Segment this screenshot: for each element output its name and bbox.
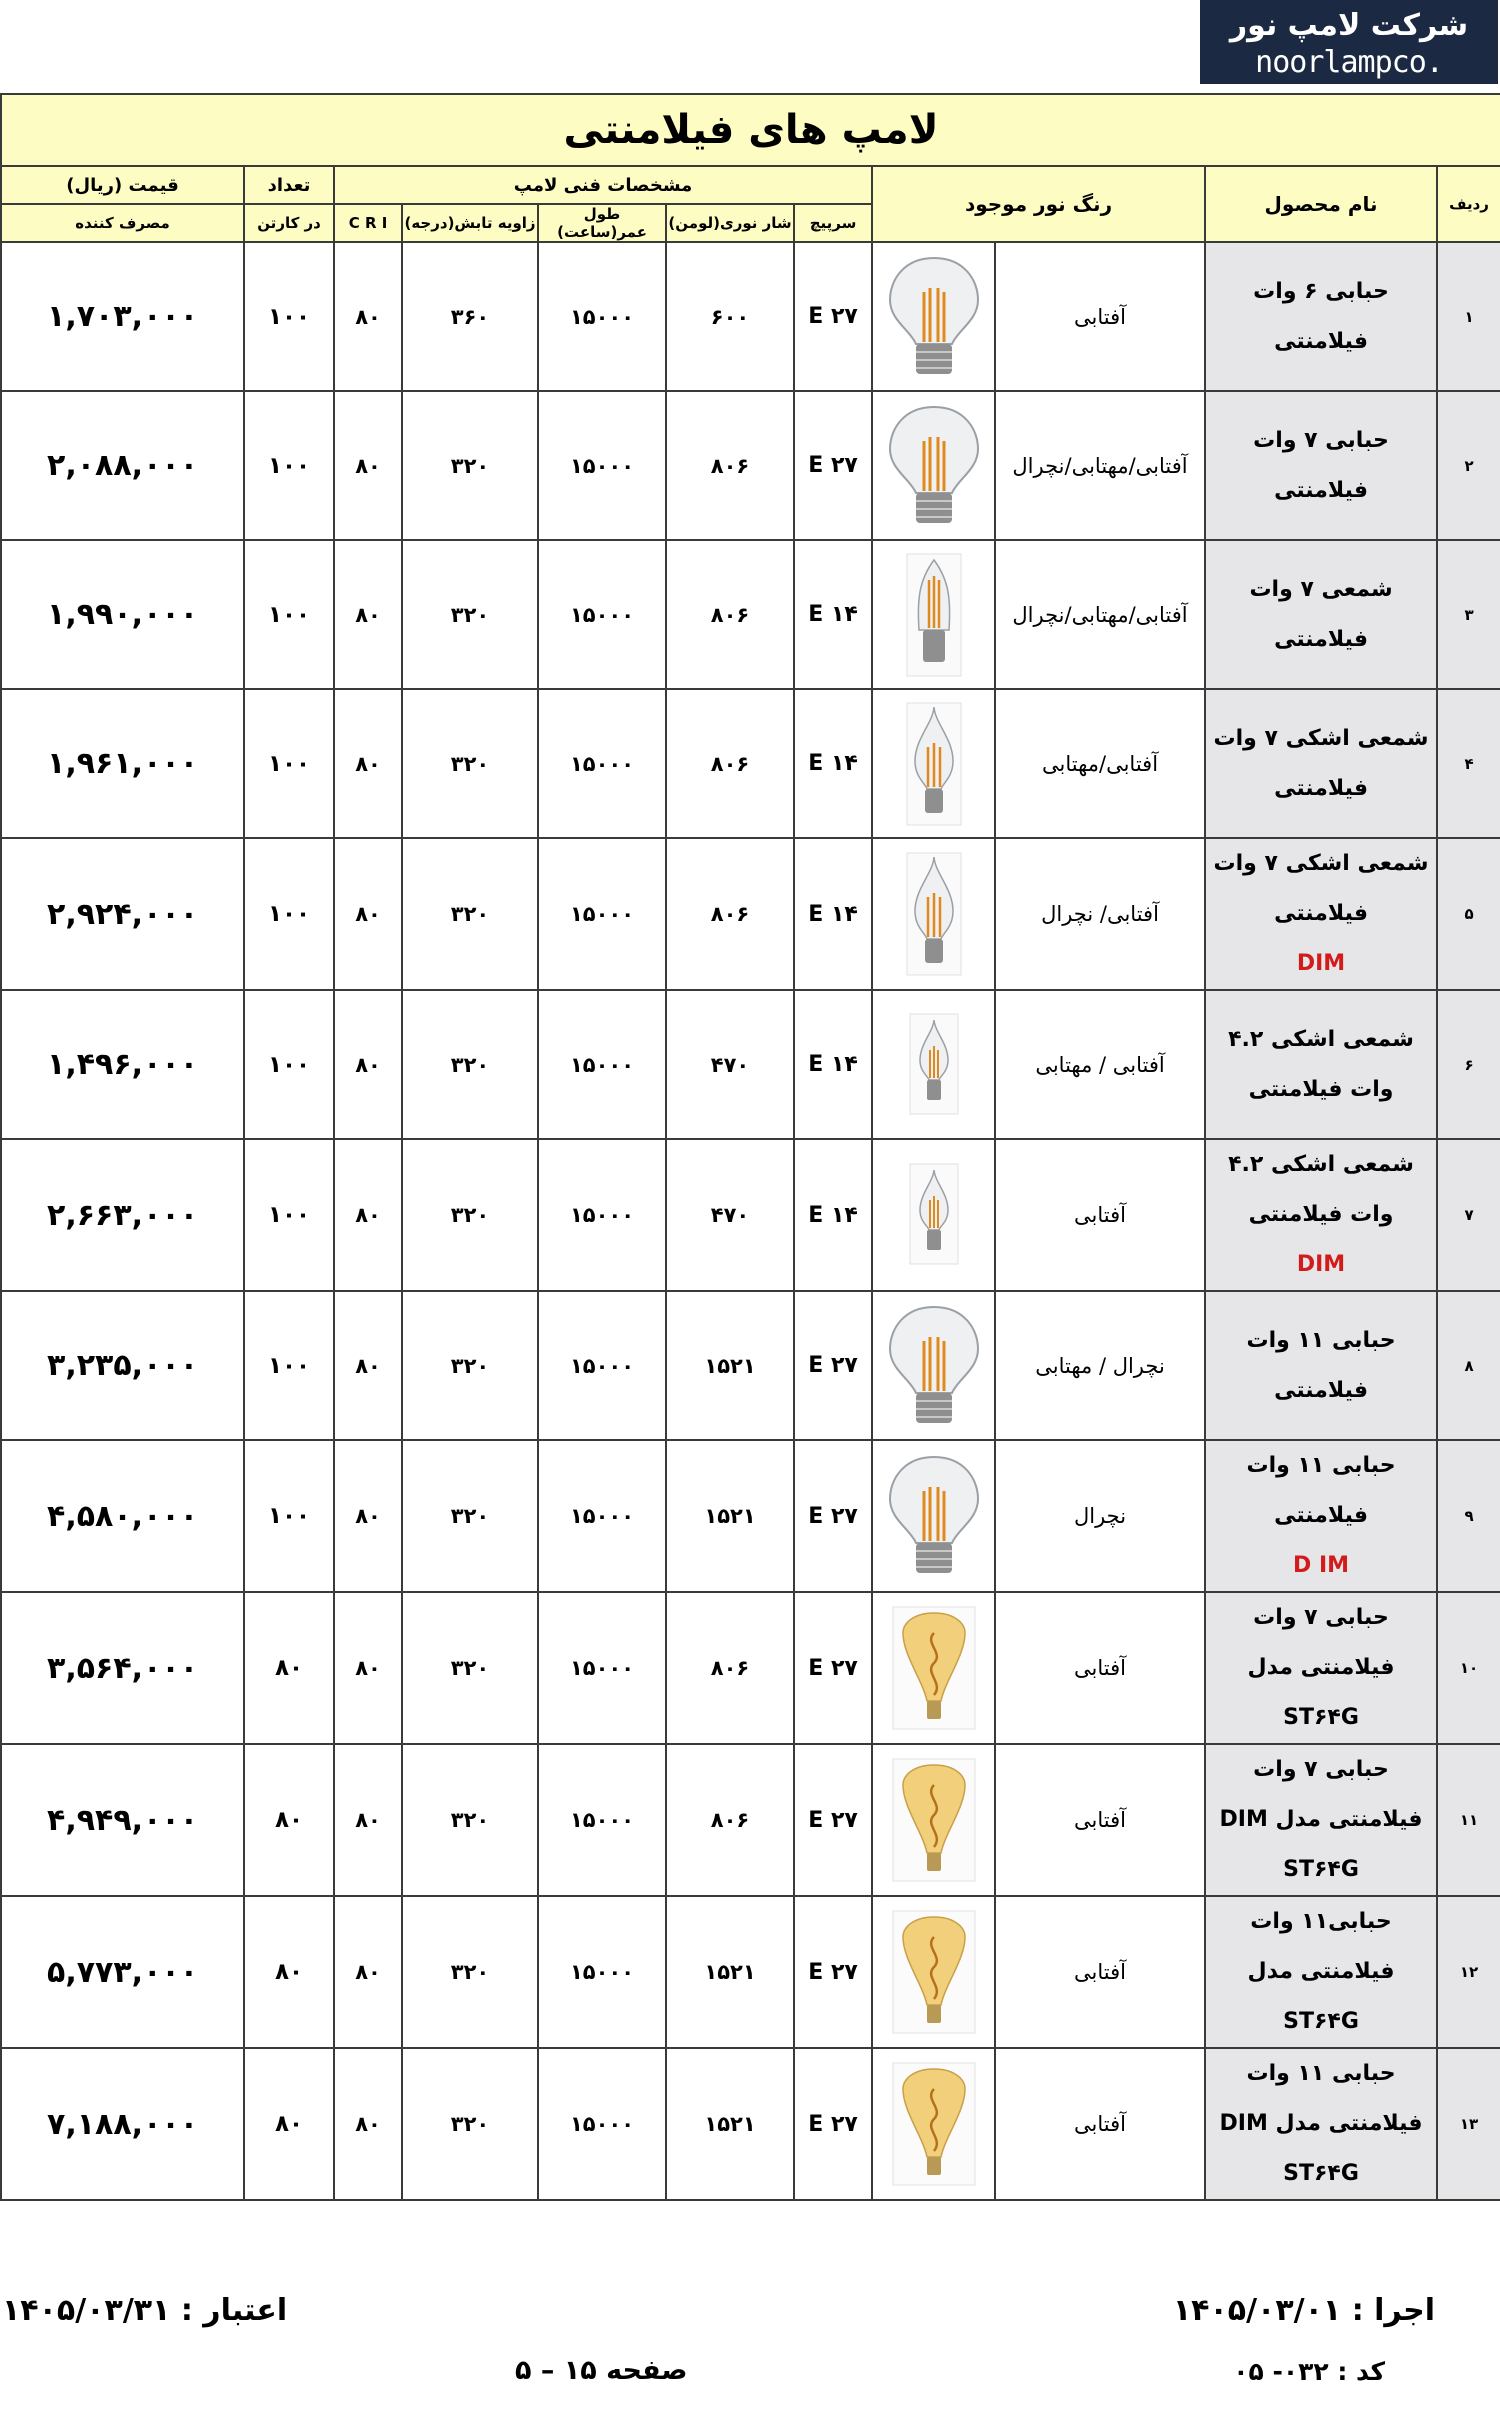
carton-quantity: ۸۰	[244, 1896, 334, 2048]
validity-date: اعتبار : ۱۴۰۵/۰۳/۳۱	[2, 2293, 288, 2328]
product-name	[1205, 1592, 1437, 1744]
beam-angle: ۳۲۰	[402, 1592, 538, 1744]
carton-quantity: ۱۰۰	[244, 391, 334, 540]
socket-base: E ۱۴	[794, 540, 872, 689]
consumer-price: ۱,۹۹۰,۰۰۰	[1, 540, 244, 689]
product-row	[1, 689, 1500, 838]
lifetime-hours: ۱۵۰۰۰	[538, 1139, 666, 1291]
light-color: نچرال / مهتابی	[995, 1291, 1205, 1440]
header-life: طول عمر(ساعت)	[538, 204, 666, 242]
luminous-flux: ۸۰۶	[666, 1744, 794, 1896]
beam-angle: ۳۲۰	[402, 2048, 538, 2200]
light-color: نچرال	[995, 1440, 1205, 1592]
cri-value: ۸۰	[334, 1139, 402, 1291]
price-table	[0, 93, 1500, 2201]
cri-value: ۸۰	[334, 242, 402, 391]
lifetime-hours: ۱۵۰۰۰	[538, 990, 666, 1139]
product-name-text: شمعی اشکی ۴.۲ وات فیلامنتی	[1228, 1026, 1414, 1102]
company-logo	[1200, 0, 1498, 84]
cri-value: ۸۰	[334, 990, 402, 1139]
light-color: آفتابی / مهتابی	[995, 990, 1205, 1139]
carton-quantity: ۱۰۰	[244, 1291, 334, 1440]
carton-quantity: ۱۰۰	[244, 242, 334, 391]
page-number: صفحه ۱۵ – ۵	[515, 2355, 688, 2386]
product-image	[872, 391, 995, 540]
luminous-flux: ۱۵۲۱	[666, 1440, 794, 1592]
header-quantity-sub: در کارتن	[244, 204, 334, 242]
luminous-flux: ۴۷۰	[666, 990, 794, 1139]
beam-angle: ۳۲۰	[402, 1291, 538, 1440]
product-name	[1205, 1744, 1437, 1896]
cri-value: ۸۰	[334, 1744, 402, 1896]
carton-quantity: ۸۰	[244, 2048, 334, 2200]
socket-base: E ۲۷	[794, 1592, 872, 1744]
product-image	[872, 838, 995, 990]
socket-base: E ۲۷	[794, 2048, 872, 2200]
luminous-flux: ۴۷۰	[666, 1139, 794, 1291]
luminous-flux: ۶۰۰	[666, 242, 794, 391]
beam-angle: ۳۲۰	[402, 990, 538, 1139]
product-name-text: حبابی ۱۱ وات فیلامنتی	[1246, 1453, 1396, 1528]
lamp-image-icon	[873, 1160, 994, 1270]
lifetime-hours: ۱۵۰۰۰	[538, 540, 666, 689]
product-image	[872, 1592, 995, 1744]
product-image	[872, 1139, 995, 1291]
consumer-price: ۴,۹۴۹,۰۰۰	[1, 1744, 244, 1896]
light-color: آفتابی	[995, 1744, 1205, 1896]
beam-angle: ۳۲۰	[402, 540, 538, 689]
header-lumen: شار نوری(لومن)	[666, 204, 794, 242]
socket-base: E ۲۷	[794, 391, 872, 540]
lamp-image-icon	[873, 1301, 994, 1431]
lamp-image-icon	[873, 1603, 994, 1733]
luminous-flux: ۱۵۲۱	[666, 1291, 794, 1440]
lamp-image-icon	[873, 699, 994, 829]
socket-base: E ۲۷	[794, 1291, 872, 1440]
product-row	[1, 1139, 1500, 1291]
consumer-price: ۲,۹۲۴,۰۰۰	[1, 838, 244, 990]
header-base: سرپیچ	[794, 204, 872, 242]
page-title: لامپ های فیلامنتی	[1, 94, 1500, 166]
socket-base: E ۲۷	[794, 242, 872, 391]
product-image	[872, 2048, 995, 2200]
lifetime-hours: ۱۵۰۰۰	[538, 391, 666, 540]
header-quantity: تعداد	[244, 166, 334, 204]
luminous-flux: ۸۰۶	[666, 540, 794, 689]
row-number: ۳	[1437, 540, 1500, 689]
luminous-flux: ۱۵۲۱	[666, 1896, 794, 2048]
consumer-price: ۳,۲۳۵,۰۰۰	[1, 1291, 244, 1440]
consumer-price: ۳,۵۶۴,۰۰۰	[1, 1592, 244, 1744]
light-color: آفتابی	[995, 242, 1205, 391]
beam-angle: ۳۲۰	[402, 391, 538, 540]
header-row-number: ردیف	[1437, 166, 1500, 242]
carton-quantity: ۸۰	[244, 1592, 334, 1744]
lifetime-hours: ۱۵۰۰۰	[538, 1592, 666, 1744]
lamp-image-icon	[873, 849, 994, 979]
header-price: قیمت (ریال)	[1, 166, 244, 204]
lamp-image-icon	[873, 1755, 994, 1885]
carton-quantity: ۱۰۰	[244, 689, 334, 838]
consumer-price: ۱,۴۹۶,۰۰۰	[1, 990, 244, 1139]
carton-quantity: ۱۰۰	[244, 540, 334, 689]
beam-angle: ۳۲۰	[402, 1440, 538, 1592]
product-image	[872, 242, 995, 391]
product-name	[1205, 540, 1437, 689]
lifetime-hours: ۱۵۰۰۰	[538, 1896, 666, 2048]
row-number: ۶	[1437, 990, 1500, 1139]
carton-quantity: ۱۰۰	[244, 990, 334, 1139]
product-name-text: حبابی ۱۱ وات فیلامنتی	[1246, 1327, 1396, 1403]
lifetime-hours: ۱۵۰۰۰	[538, 838, 666, 990]
carton-quantity: ۱۰۰	[244, 1139, 334, 1291]
socket-base: E ۱۴	[794, 689, 872, 838]
socket-base: E ۲۷	[794, 1744, 872, 1896]
carton-quantity: ۸۰	[244, 1744, 334, 1896]
socket-base: E ۱۴	[794, 990, 872, 1139]
beam-angle: ۳۲۰	[402, 1139, 538, 1291]
lamp-image-icon	[873, 1907, 994, 2037]
row-number: ۸	[1437, 1291, 1500, 1440]
cri-value: ۸۰	[334, 1291, 402, 1440]
product-name-text: شمعی ۷ وات فیلامنتی	[1249, 576, 1393, 652]
lifetime-hours: ۱۵۰۰۰	[538, 1744, 666, 1896]
product-name	[1205, 990, 1437, 1139]
product-name	[1205, 838, 1437, 990]
product-image	[872, 990, 995, 1139]
light-color: آفتابی/ نچرال	[995, 838, 1205, 990]
product-row	[1, 838, 1500, 990]
product-name	[1205, 1896, 1437, 2048]
product-row	[1, 1440, 1500, 1592]
light-color: آفتابی	[995, 1896, 1205, 2048]
product-name	[1205, 391, 1437, 540]
product-name	[1205, 1440, 1437, 1592]
product-name-text: حبابی ۷ وات فیلامنتی	[1253, 427, 1389, 503]
consumer-price: ۲,۶۶۳,۰۰۰	[1, 1139, 244, 1291]
header-angle: زاویه تابش(درجه)	[402, 204, 538, 242]
light-color: آفتابی	[995, 1592, 1205, 1744]
lifetime-hours: ۱۵۰۰۰	[538, 2048, 666, 2200]
lamp-image-icon	[873, 550, 994, 680]
cri-value: ۸۰	[334, 838, 402, 990]
product-name	[1205, 689, 1437, 838]
product-image	[872, 1291, 995, 1440]
light-color: آفتابی	[995, 2048, 1205, 2200]
dim-label: D IM	[1293, 1553, 1350, 1578]
carton-quantity: ۱۰۰	[244, 1440, 334, 1592]
product-row	[1, 990, 1500, 1139]
row-number: ۷	[1437, 1139, 1500, 1291]
luminous-flux: ۸۰۶	[666, 838, 794, 990]
product-name	[1205, 1139, 1437, 1291]
row-number: ۴	[1437, 689, 1500, 838]
light-color: آفتابی/مهتابی	[995, 689, 1205, 838]
lamp-image-icon	[873, 252, 994, 382]
product-name-text: حبابی ۱۱ وات فیلامنتی مدل DIM ST۶۴G	[1219, 2061, 1423, 2186]
header-product-name: نام محصول	[1205, 166, 1437, 242]
product-name-text: شمعی اشکی ۴.۲ وات فیلامنتی	[1228, 1152, 1414, 1227]
cri-value: ۸۰	[334, 391, 402, 540]
beam-angle: ۳۲۰	[402, 838, 538, 990]
product-image	[872, 689, 995, 838]
product-image	[872, 1744, 995, 1896]
cri-value: ۸۰	[334, 1440, 402, 1592]
product-name-text: حبابی ۷ وات فیلامنتی مدل ST۶۴G	[1247, 1605, 1395, 1730]
cri-value: ۸۰	[334, 689, 402, 838]
product-image	[872, 1440, 995, 1592]
consumer-price: ۴,۵۸۰,۰۰۰	[1, 1440, 244, 1592]
luminous-flux: ۱۵۲۱	[666, 2048, 794, 2200]
luminous-flux: ۸۰۶	[666, 391, 794, 540]
document-code: کد : ۰۳۲- ۰۵	[1233, 2357, 1385, 2386]
consumer-price: ۵,۷۷۳,۰۰۰	[1, 1896, 244, 2048]
cri-value: ۸۰	[334, 1592, 402, 1744]
product-image	[872, 540, 995, 689]
product-row	[1, 1896, 1500, 2048]
cri-value: ۸۰	[334, 540, 402, 689]
product-name-text: حبابی ۷ وات فیلامنتی مدل DIM ST۶۴G	[1219, 1757, 1423, 1882]
lifetime-hours: ۱۵۰۰۰	[538, 689, 666, 838]
product-row	[1, 1744, 1500, 1896]
product-name-text: حبابی ۶ وات فیلامنتی	[1253, 278, 1389, 354]
product-row	[1, 2048, 1500, 2200]
light-color: آفتابی	[995, 1139, 1205, 1291]
consumer-price: ۲,۰۸۸,۰۰۰	[1, 391, 244, 540]
product-name	[1205, 2048, 1437, 2200]
row-number: ۲	[1437, 391, 1500, 540]
product-row	[1, 1291, 1500, 1440]
header-price-sub: مصرف کننده	[1, 204, 244, 242]
dim-label: DIM	[1296, 1252, 1346, 1277]
row-number: ۱۱	[1437, 1744, 1500, 1896]
lamp-image-icon	[873, 2059, 994, 2189]
execution-date: اجرا : ۱۴۰۵/۰۳/۰۱	[1172, 2293, 1435, 2328]
header-light-color: رنگ نور موجود	[872, 166, 1205, 242]
product-row	[1, 242, 1500, 391]
product-row	[1, 1592, 1500, 1744]
row-number: ۵	[1437, 838, 1500, 990]
row-number: ۱۲	[1437, 1896, 1500, 2048]
beam-angle: ۳۲۰	[402, 1744, 538, 1896]
product-name	[1205, 1291, 1437, 1440]
logo-text-fa: شرکت لامپ نور	[1229, 8, 1469, 43]
luminous-flux: ۸۰۶	[666, 1592, 794, 1744]
product-name-text: حبابی۱۱ وات فیلامنتی مدل ST۶۴G	[1247, 1909, 1395, 2034]
product-image	[872, 1896, 995, 2048]
cri-value: ۸۰	[334, 1896, 402, 2048]
row-number: ۱۰	[1437, 1592, 1500, 1744]
consumer-price: ۱,۷۰۳,۰۰۰	[1, 242, 244, 391]
product-row	[1, 391, 1500, 540]
logo-text-en: noorlampco.	[1255, 45, 1443, 80]
dim-label: DIM	[1296, 951, 1346, 976]
socket-base: E ۱۴	[794, 1139, 872, 1291]
socket-base: E ۲۷	[794, 1896, 872, 2048]
product-name	[1205, 242, 1437, 391]
row-number: ۹	[1437, 1440, 1500, 1592]
product-name-text: شمعی اشکی ۷ وات فیلامنتی	[1213, 851, 1429, 926]
beam-angle: ۳۲۰	[402, 1896, 538, 2048]
header-cri: C R I	[334, 204, 402, 242]
light-color: آفتابی/مهتابی/نچرال	[995, 391, 1205, 540]
luminous-flux: ۸۰۶	[666, 689, 794, 838]
beam-angle: ۳۲۰	[402, 689, 538, 838]
lamp-image-icon	[873, 1451, 994, 1581]
consumer-price: ۱,۹۶۱,۰۰۰	[1, 689, 244, 838]
lifetime-hours: ۱۵۰۰۰	[538, 1440, 666, 1592]
light-color: آفتابی/مهتابی/نچرال	[995, 540, 1205, 689]
consumer-price: ۷,۱۸۸,۰۰۰	[1, 2048, 244, 2200]
header-specs: مشخصات فنی لامپ	[334, 166, 872, 204]
beam-angle: ۳۶۰	[402, 242, 538, 391]
cri-value: ۸۰	[334, 2048, 402, 2200]
lifetime-hours: ۱۵۰۰۰	[538, 1291, 666, 1440]
lamp-image-icon	[873, 401, 994, 531]
product-row	[1, 540, 1500, 689]
lifetime-hours: ۱۵۰۰۰	[538, 242, 666, 391]
row-number: ۱۳	[1437, 2048, 1500, 2200]
row-number: ۱	[1437, 242, 1500, 391]
socket-base: E ۱۴	[794, 838, 872, 990]
lamp-image-icon	[873, 1010, 994, 1120]
socket-base: E ۲۷	[794, 1440, 872, 1592]
product-name-text: شمعی اشکی ۷ وات فیلامنتی	[1213, 725, 1429, 801]
carton-quantity: ۱۰۰	[244, 838, 334, 990]
